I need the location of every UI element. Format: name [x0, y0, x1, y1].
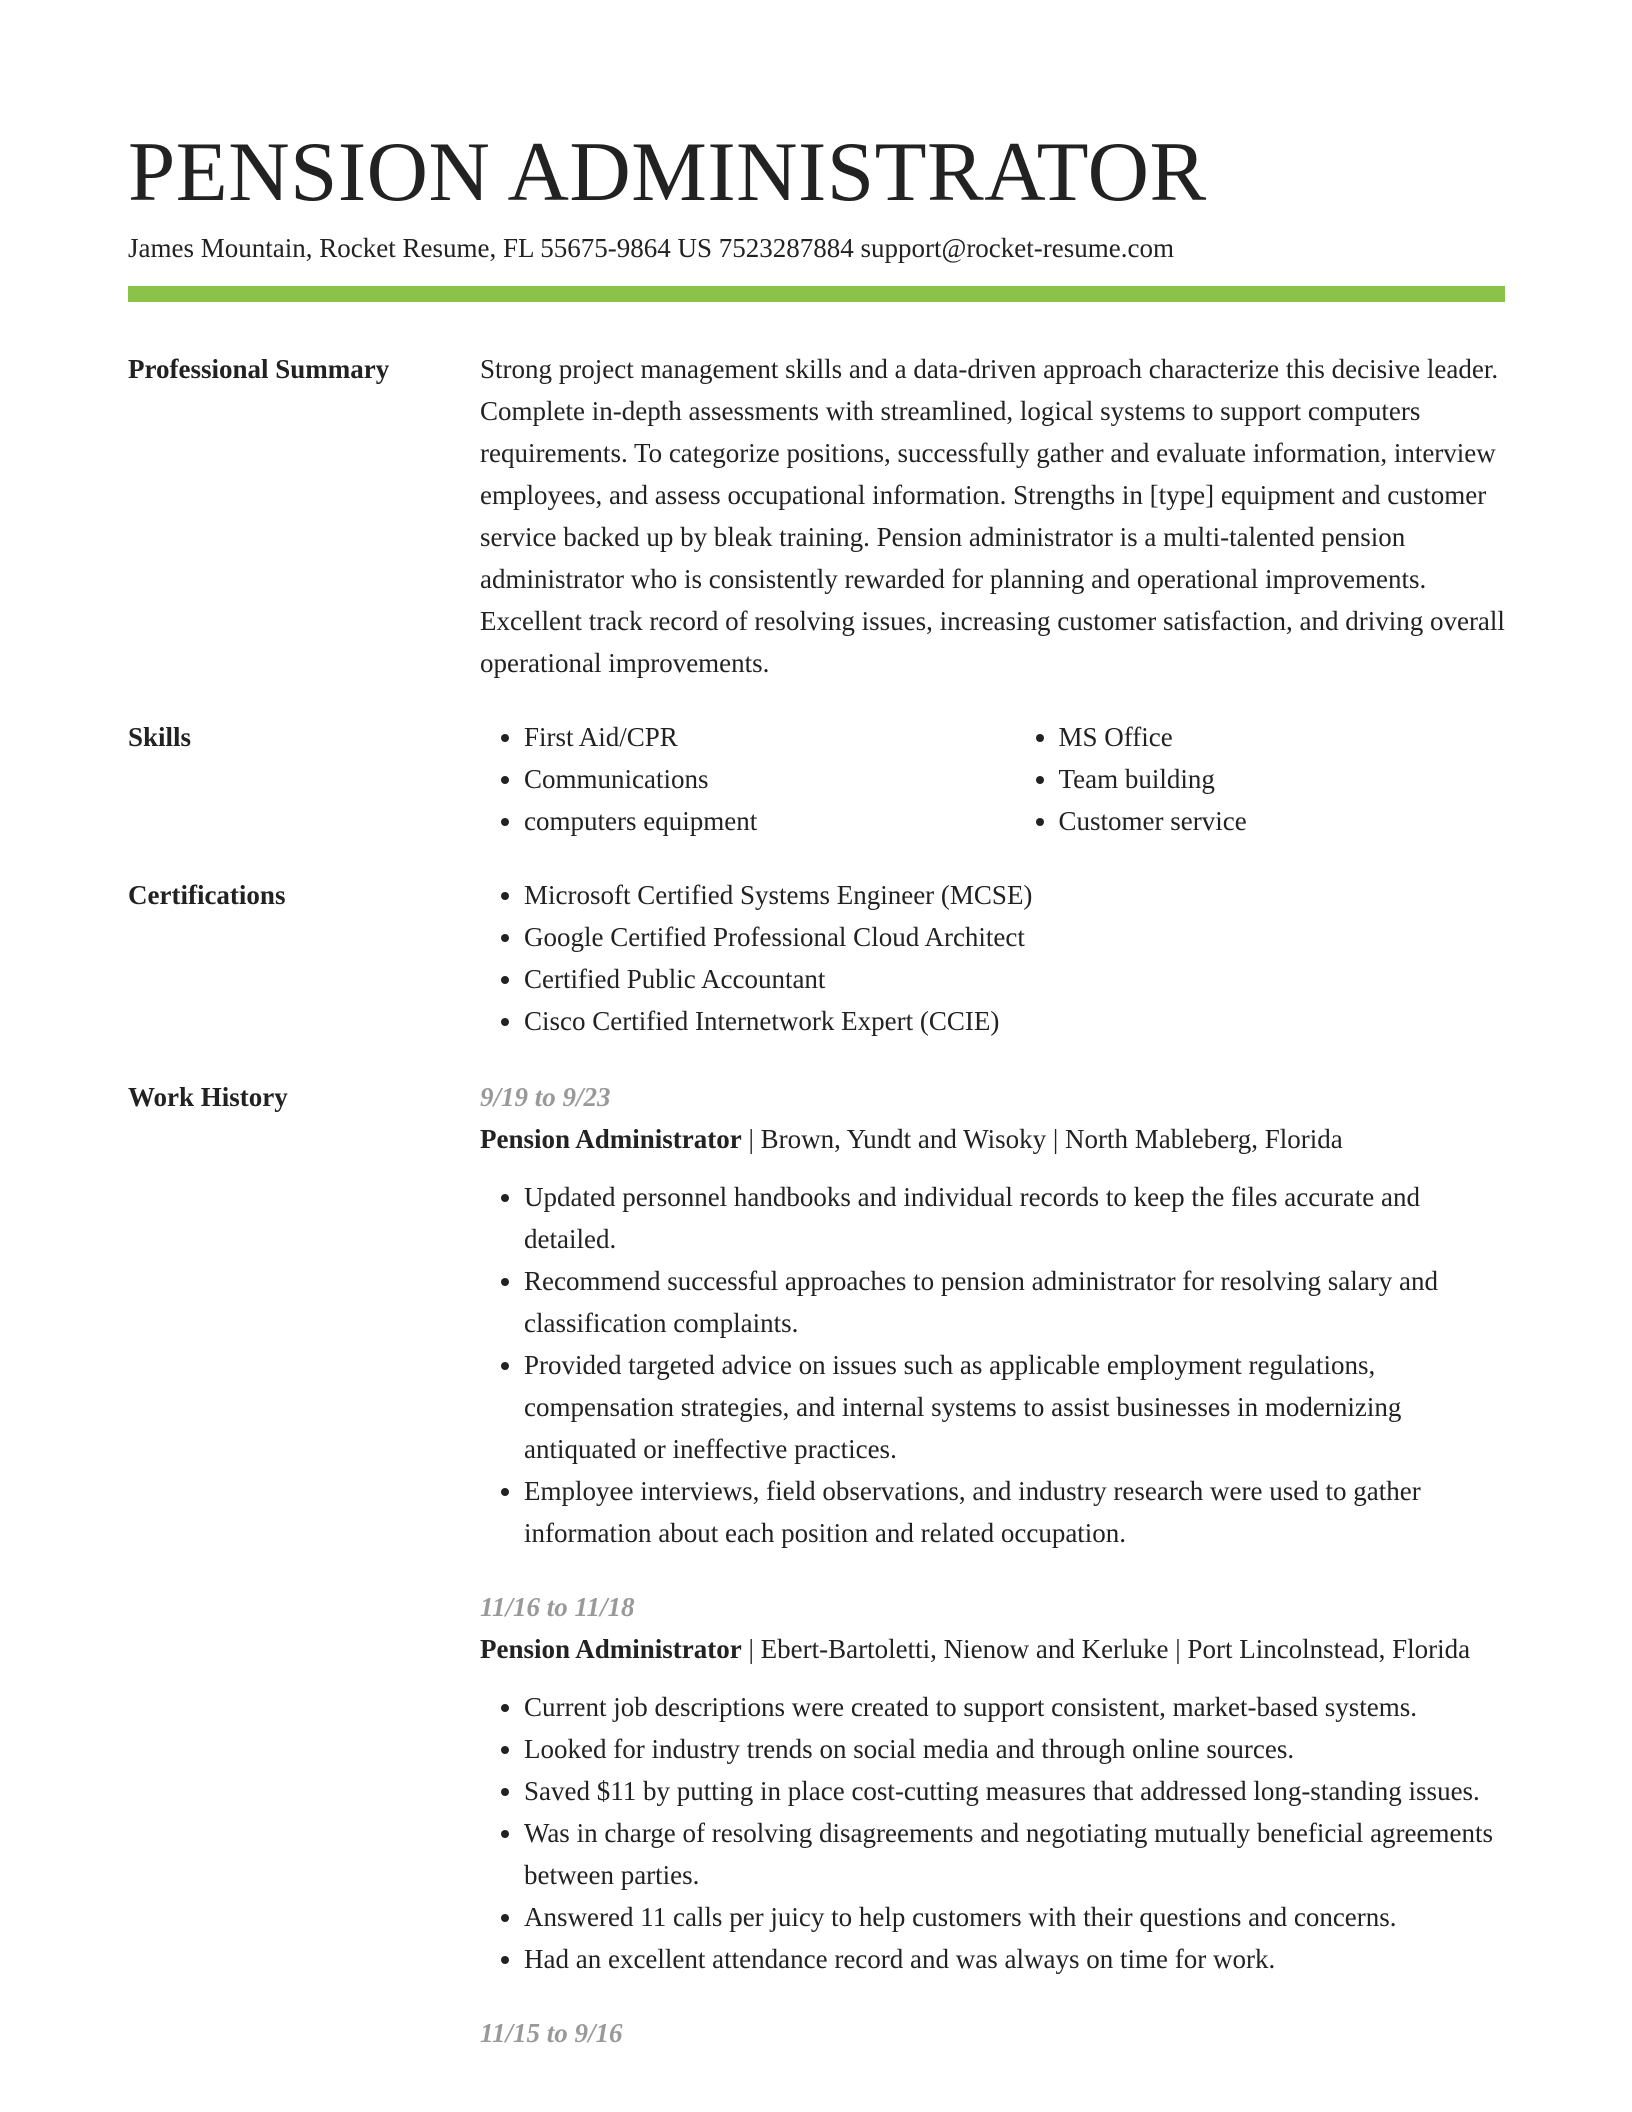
job-bullet: • Current job descriptions were created to support consistent, market-based systems. — [524, 1686, 1505, 1728]
job-heading — [480, 1628, 1505, 1670]
header-divider — [128, 286, 1505, 302]
skills-list-left — [480, 716, 971, 842]
certifications-body — [480, 874, 1505, 1042]
certifications-list — [480, 874, 1505, 1042]
page-title: PENSION ADMINISTRATOR — [128, 125, 1207, 219]
job-title: Pension Administrator — [480, 1124, 742, 1154]
work-history-body — [480, 1076, 1505, 2086]
job-bullet: • Employee interviews, field observations, and industry research were used to gather information about each position and related occupation. — [524, 1470, 1505, 1554]
certification-item: • Microsoft Certified Systems Engineer (MCSE) — [524, 874, 1505, 916]
job-bullet: • Was in charge of resolving disagreements and negotiating mutually beneficial agreements between parties. — [524, 1812, 1505, 1896]
skills-body — [480, 716, 1505, 842]
skill-item: • computers equipment — [524, 800, 971, 842]
job-dates: 11/15 to 9/16 — [480, 2018, 623, 2048]
job-bullet: • Answered 11 calls per juicy to help customers with their questions and concerns. — [524, 1896, 1505, 1938]
job-bullet: • Looked for industry trends on social media and through online sources. — [524, 1728, 1505, 1770]
job-bullet: • Had an excellent attendance record and was always on time for work. — [524, 1938, 1505, 1980]
job-bullets — [480, 1686, 1505, 1980]
skills-label: Skills — [128, 722, 192, 752]
skill-item: • Team building — [1059, 758, 1506, 800]
work-history-label: Work History — [128, 1082, 288, 1112]
summary-label: Professional Summary — [128, 354, 390, 384]
job-entry — [480, 2012, 1505, 2054]
job-bullet: • Provided targeted advice on issues such as applicable employment regulations, compensation strategies, and internal systems to assist businesses in modernizing antiquated or ineffective practices. — [524, 1344, 1505, 1470]
job-bullets — [480, 1176, 1505, 1554]
skill-item: • MS Office — [1059, 716, 1506, 758]
job-entry — [480, 1076, 1505, 1554]
skill-item: • Customer service — [1059, 800, 1506, 842]
job-title: Pension Administrator — [480, 1634, 742, 1664]
summary-body — [480, 348, 1505, 684]
skill-item: • Communications — [524, 758, 971, 800]
job-dates: 9/19 to 9/23 — [480, 1082, 611, 1112]
job-heading — [480, 1118, 1505, 1160]
job-entry — [480, 1586, 1505, 1980]
certification-item: • Certified Public Accountant — [524, 958, 1505, 1000]
certification-item: • Google Certified Professional Cloud Architect — [524, 916, 1505, 958]
summary-text: Strong project management skills and a data-driven approach characterize this decisive leader. Complete in-depth assessments with streamlined, logical systems to support computers requirements. To categorize positions, successfully gather and evaluate information, interview employees, and assess occupational information. Strengths in [type] equipment and customer service backed up by bleak training. Pension administrator is a multi-talented pension administrator who is consistently rewarded for planning and operational improvements. Excellent track record of resolving issues, increasing customer satisfaction, and driving overall operational improvements. — [480, 354, 1505, 678]
skills-list-right — [1015, 716, 1506, 842]
job-details: | Brown, Yundt and Wisoky | North Mableberg, Florida — [741, 1124, 1343, 1154]
job-bullet: • Recommend successful approaches to pension administrator for resolving salary and classification complaints. — [524, 1260, 1505, 1344]
certifications-label: Certifications — [128, 880, 286, 910]
job-details: | Ebert-Bartoletti, Nienow and Kerluke | Port Lincolnstead, Florida — [741, 1634, 1471, 1664]
job-dates: 11/16 to 11/18 — [480, 1592, 635, 1622]
skill-item: • First Aid/CPR — [524, 716, 971, 758]
contact-info: James Mountain, Rocket Resume, FL 55675-9864 US 7523287884 support@rocket-resume.com — [128, 233, 1174, 263]
certification-item: • Cisco Certified Internetwork Expert (CCIE) — [524, 1000, 1505, 1042]
job-bullet: • Saved $11 by putting in place cost-cutting measures that addressed long-standing issues. — [524, 1770, 1505, 1812]
job-bullet: • Updated personnel handbooks and individual records to keep the files accurate and detailed. — [524, 1176, 1505, 1260]
